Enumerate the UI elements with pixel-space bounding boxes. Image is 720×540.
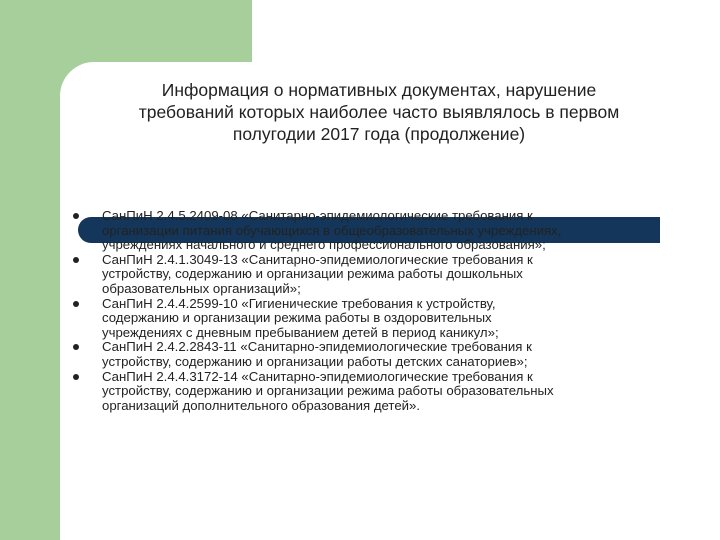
item-text-line: устройству, содержанию и организации режима работы образовательных [102,383,554,399]
item-text-line: организаций дополнительного образования детей». [102,397,421,413]
item-text-line: СанПиН 2.4.4.2599-10 «Гигиенические требования к устройству, [102,295,496,311]
item-text-line: учреждениях с дневным пребыванием детей в период каникул»; [102,324,499,340]
bullet-dot-icon [73,213,79,219]
item-text-line: СанПиН 2.4.4.3172-14 «Санитарно-эпидемиологические требования к [102,368,533,384]
bullet-dot-icon [73,374,79,380]
item-text-line: содержанию и организации режима работы в оздоровительных [102,310,492,326]
list-item [71,209,671,253]
item-text-line: учреждениях начального и среднего профессионального образования»; [102,237,546,253]
regulations-list [71,209,671,413]
bullet-dot-icon [73,301,79,307]
item-text-line: СанПиН 2.4.5.2409-08 «Санитарно-эпидемиологические требования к [102,208,533,223]
bullet-dot-icon [73,344,79,350]
item-text-line: устройству, содержанию и организации работы детских санаториев»; [102,353,528,369]
item-text-line: СанПиН 2.4.2.2843-11 «Санитарно-эпидемиологические требования к [102,339,532,355]
bullet-dot-icon [73,257,79,263]
item-text-line: устройству, содержанию и организации режима работы дошкольных [102,266,523,282]
item-text-line: организации питания обучающихся в общеобразовательных учреждениях, [102,222,562,238]
title-line: Информация о нормативных документах, нарушение [161,80,597,100]
list-item [71,253,671,297]
title-line: полугодии 2017 года (продолжение) [232,124,526,144]
item-text-line: СанПиН 2.4.1.3049-13 «Санитарно-эпидемиологические требования к [102,251,533,267]
item-text-line: образовательных организаций»; [102,280,301,296]
list-item [71,370,671,414]
list-item [71,297,671,341]
list-item [71,340,671,369]
title-line: требований которых наиболее часто выявлялось в первом [138,102,620,122]
page-title [80,79,678,145]
